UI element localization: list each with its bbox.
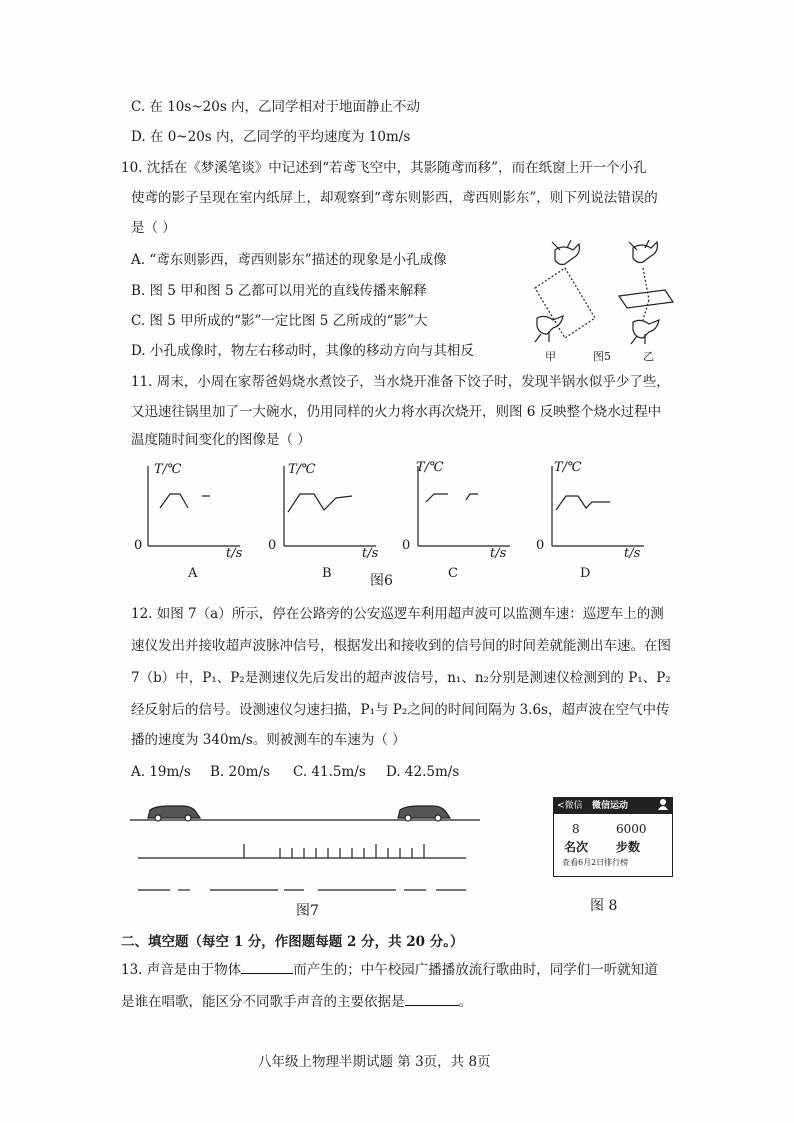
graph-c-curve-2 xyxy=(466,494,478,500)
fig8-back-button: <微信 xyxy=(557,801,583,811)
graph-a-curve-1 xyxy=(160,494,188,508)
fig8-steps-value: 6000 xyxy=(616,822,647,836)
fig5-caption: 图5 xyxy=(593,350,611,363)
graph-c-curve-1 xyxy=(426,494,448,502)
q13-blank-2[interactable] xyxy=(405,1005,459,1006)
fig5-right-bird-top-icon xyxy=(633,242,657,263)
q12-option-b: B. 20m/s xyxy=(210,764,270,780)
graph-b-x-label: t/s xyxy=(362,546,379,561)
graph-d-curve xyxy=(556,496,610,510)
fig5-right-board xyxy=(619,290,673,308)
q12-stem-line1: 12. 如图 7（a）所示，停在公路旁的公安巡逻车利用超声波可以监测车速：巡逻车上的测 xyxy=(131,606,664,622)
graph-b-origin: 0 xyxy=(268,538,277,553)
q11-stem-line2: 又迅速往锅里加了一大碗水，仍用同样的火力将水再次烧开，则图 6 反映整个烧水过程中 xyxy=(131,404,662,420)
figure-8-phone-screen xyxy=(553,797,673,877)
graph-c-origin: 0 xyxy=(402,538,411,553)
figure-7-caption: 图7 xyxy=(296,903,319,919)
graph-d-letter: D xyxy=(580,566,591,581)
fig5-right-bird-bottom-icon xyxy=(633,320,659,338)
page-footer: 八年级上物理半期试题 第 3页，共 8页 xyxy=(258,1054,491,1070)
graph-b-curve xyxy=(288,494,352,512)
graph-d-x-label: t/s xyxy=(624,546,641,561)
figure-7-drawing xyxy=(130,800,490,900)
graph-a-letter: A xyxy=(188,566,198,581)
q11-stem-line1: 11. 周末，小周在家帮爸妈烧水煮饺子，当水烧开准备下饺子时，发现半锅水似乎少了些， xyxy=(131,374,670,390)
q12-option-c: C. 41.5m/s xyxy=(293,764,366,780)
graph-a-y-label: T/℃ xyxy=(154,462,182,477)
graph-c-x-label: t/s xyxy=(490,546,507,561)
q13-line2 xyxy=(121,992,472,1012)
fig5-label-left: 甲 xyxy=(545,350,556,363)
q10-option-c: C. 图 5 甲所成的“影”一定比图 5 乙所成的“影”大 xyxy=(131,313,428,329)
figure-5-drawing xyxy=(515,238,675,366)
q13-line1 xyxy=(121,960,658,980)
figure-5 xyxy=(515,238,675,366)
q12-stem-line5: 播的速度为 340m/s。则被测车的车速为（ ） xyxy=(131,732,406,748)
q12-stem-line3: 7（b）中，P₁、P₂是测速仪先后发出的超声波信号，n₁、n₂分别是测速仪检测到的 P₁、P₂ xyxy=(131,670,671,686)
fig8-header-title: 微信运动 xyxy=(592,801,629,811)
graph-a-x-label: t/s xyxy=(226,546,243,561)
q12-stem-line2: 速仪发出并接收超声波脉冲信号，根据发出和接收到的信号间的时间差就能测出车速。在图 xyxy=(131,638,671,654)
fig8-header xyxy=(554,798,672,814)
fig8-rank-label: 名次 xyxy=(564,840,589,854)
graph-d-y-label: T/℃ xyxy=(554,460,582,475)
graph-d-origin: 0 xyxy=(536,538,545,553)
fig8-user-icon xyxy=(658,798,668,816)
q10-option-b: B. 图 5 甲和图 5 乙都可以用光的直线传播来解释 xyxy=(131,283,427,299)
graph-b-plot xyxy=(266,458,384,558)
fig5-left-bird-bottom-icon xyxy=(537,316,563,334)
q10-stem-line3: 是（ ） xyxy=(131,220,176,236)
graph-a-plot xyxy=(130,458,248,558)
q10-stem-line2: 使鸢的影子呈现在室内纸屏上，却观察到“鸢东则影西，鸢西则影东”，则下列说法错误的 xyxy=(131,190,658,206)
graph-c-letter: C xyxy=(448,566,458,581)
section-2-title: 二、填空题（每空 1 分，作图题每题 2 分，共 20 分。） xyxy=(121,934,464,950)
fig8-steps-label: 步数 xyxy=(616,840,641,854)
q12-option-a: A. 19m/s xyxy=(131,764,191,780)
figure-6-caption: 图6 xyxy=(370,573,393,589)
q13-text-4: 。 xyxy=(458,994,472,1010)
q13-text-2: 而产生的；中午校园广播播放流行歌曲时，同学们一听就知道 xyxy=(293,962,658,978)
graph-d-plot xyxy=(534,458,652,558)
graph-c xyxy=(400,458,518,588)
q9-option-d: D. 在 0~20s 内，乙同学的平均速度为 10m/s xyxy=(131,129,411,145)
graph-a xyxy=(130,458,248,588)
fig5-left-projection xyxy=(535,268,595,338)
figure-8-caption: 图 8 xyxy=(590,898,618,914)
q10-stem-line1: 10. 沈括在《梦溪笔谈》中记述到“若鸢飞空中，其影随鸢而移”，而在纸窗上开一个小孔 xyxy=(121,160,647,176)
q9-option-c: C. 在 10s~20s 内，乙同学相对于地面静止不动 xyxy=(131,99,421,115)
graph-b-y-label: T/℃ xyxy=(288,462,316,477)
graph-a-origin: 0 xyxy=(134,538,143,553)
q12-stem-line4: 经反射后的信号。设测速仪匀速扫描，P₁与 P₂之间的时间间隔为 3.6s，超声波在空气中传 xyxy=(131,702,670,718)
q12-option-d: D. 42.5m/s xyxy=(386,764,460,780)
fig7-signal-ticks xyxy=(244,844,424,858)
graph-b xyxy=(266,458,384,588)
graph-b-letter: B xyxy=(322,566,332,581)
q10-option-a: A. “鸢东则影西，鸢西则影东”描述的现象是小孔成像 xyxy=(131,252,447,268)
fig5-label-right: 乙 xyxy=(643,350,654,363)
graph-d xyxy=(534,458,652,588)
graph-c-y-label: T/℃ xyxy=(416,460,444,475)
q13-blank-1[interactable] xyxy=(241,973,293,974)
fig8-rank-value: 8 xyxy=(572,822,580,836)
q13-text-3: 是谁在唱歌，能区分不同歌手声音的主要依据是 xyxy=(121,994,405,1010)
q11-stem-line3: 温度随时间变化的图像是（ ） xyxy=(131,432,311,448)
q10-option-d: D. 小孔成像时，物左右移动时，其像的移动方向与其相反 xyxy=(131,343,474,359)
figure-7 xyxy=(130,800,490,920)
q13-text-1: 13. 声音是由于物体 xyxy=(121,962,242,978)
fig8-footer-link: 查看6月2日排行榜 xyxy=(562,858,629,867)
